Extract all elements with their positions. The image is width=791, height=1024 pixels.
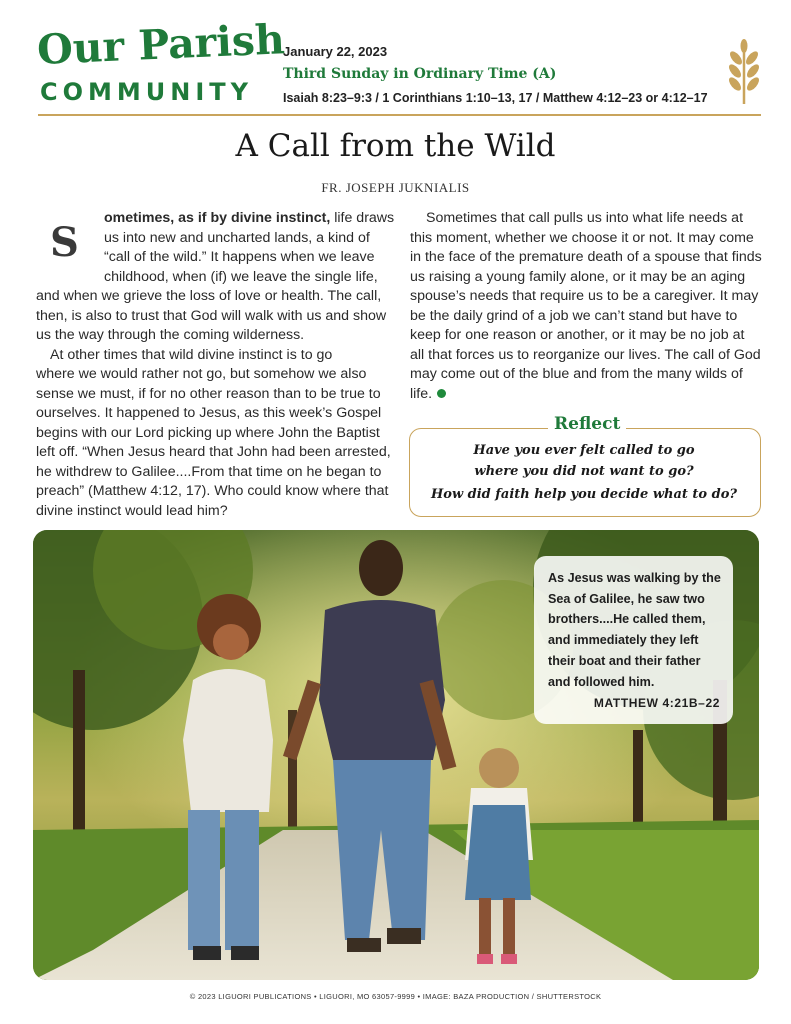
- article-column-left: [36, 209, 395, 521]
- text-line: in the face of the premature death of a spouse that finds: [410, 249, 762, 265]
- text-line: he withdrew to Galilee....From that time on he began to: [36, 463, 382, 480]
- reflect-title: Reflect: [548, 414, 626, 434]
- text-line: sense we must, if for no other reason than to be true to: [36, 385, 381, 402]
- text-line: preach” (Matthew 4:12, 17). Who could know where that: [36, 483, 389, 499]
- article-column-right: [410, 209, 760, 404]
- reflect-question: How did faith help you decide what to do?: [430, 487, 737, 502]
- text-line: “call of the wild.” It happens when we leave: [104, 249, 375, 265]
- text-line: then, is also to trust that God will walk with us and show: [36, 307, 387, 324]
- text-line: this moment, whether we choose it or not. It may come: [410, 229, 754, 246]
- issue-date: January 22, 2023: [283, 44, 388, 59]
- text-line: begins with our Lord picking up where John the Baptist: [36, 424, 380, 441]
- lead-phrase: ometimes, as if by divine instinct,: [104, 210, 331, 226]
- article-byline: FR. JOSEPH JUKNIALIS: [321, 180, 470, 195]
- text-line: us into new and uncharted lands, a kind of: [104, 229, 370, 246]
- article-title: A Call from the Wild: [235, 128, 556, 164]
- text-line: and when we grieve the loss of love or health. The call,: [36, 288, 382, 304]
- brand-title: Our Parish: [36, 15, 286, 74]
- text-line: At other times that wild divine instinct is to go: [50, 346, 333, 363]
- liturgical-day: Third Sunday in Ordinary Time (A): [283, 66, 557, 82]
- text-line: spouse’s needs that require us to be a caregiver. It may: [410, 288, 759, 304]
- text-line: may come out of the blue and from the many wilds of: [410, 366, 743, 382]
- scripture-quote: As Jesus was walking by the Sea of Galilee, he saw two brothers....He called them, and immediately they left their boat and their father and followed him.: [548, 571, 721, 689]
- text-line: us the way through the coming wilderness.: [36, 327, 305, 343]
- text-line: where we would rather not go, but somehow we also: [36, 366, 367, 382]
- end-mark-icon: [437, 389, 446, 398]
- wheat-icon: [722, 38, 766, 106]
- text-line: all that forces us to reorganize our lives. The call of God: [410, 346, 761, 363]
- masthead-divider: [38, 114, 761, 116]
- scripture-readings: Isaiah 8:23–9:3 / 1 Corinthians 1:10–13, 17 / Matthew 4:12–23 or 4:12–17: [283, 91, 708, 105]
- text-line: us raising a young family alone, or it may be an aging: [410, 268, 746, 285]
- footer-credit: © 2023 LIGUORI PUBLICATIONS • LIGUORI, MO 63057-9999 • IMAGE: BAZA PRODUCTION / SHUTTERSTOCK: [189, 992, 602, 1001]
- text-line: divine instinct would lead him?: [36, 502, 228, 519]
- drop-cap: S: [50, 219, 79, 266]
- text-line: ometimes, as if by divine instinct, life draws: [104, 210, 395, 226]
- text-line: childhood, when (if) we leave the single life,: [104, 268, 378, 285]
- reflect-question: Have you ever felt called to go: [473, 443, 695, 458]
- text-line: life.: [410, 385, 760, 405]
- scripture-reference: MATTHEW 4:21B–22: [593, 696, 720, 710]
- text-line: Sometimes that call pulls us into what life needs at: [426, 210, 744, 226]
- text-line: keep for one reason or another, or it may be no job at: [410, 327, 745, 343]
- text-line: left off. “When Jesus heard that John had been arrested,: [36, 444, 391, 460]
- brand-subtitle: COMMUNITY: [40, 78, 254, 106]
- text-line: be the daily grind of a job we can’t stand but have to: [410, 307, 738, 324]
- reflect-question: where you did not want to go?: [474, 464, 694, 479]
- text-line: ourselves. It happened to Jesus, as this week’s Gospel: [36, 405, 382, 421]
